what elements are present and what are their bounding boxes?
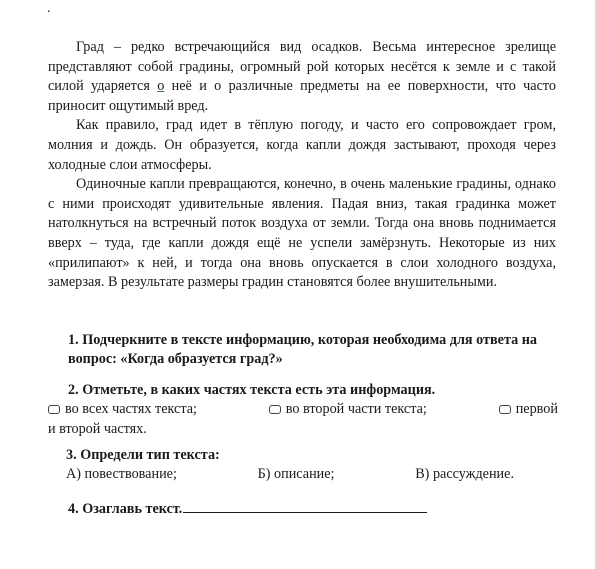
underlined-word: о bbox=[157, 78, 165, 95]
option-label: первой bbox=[515, 401, 558, 418]
task-3-heading: 3. Определи тип текста: bbox=[66, 447, 220, 464]
task-2-options bbox=[48, 400, 558, 419]
option-second-part[interactable] bbox=[269, 400, 427, 419]
stray-mark: . bbox=[47, 1, 51, 16]
checkbox-icon[interactable] bbox=[499, 405, 511, 414]
option-label: во всех частях текста; bbox=[65, 401, 197, 418]
task-1: 1. Подчеркните в тексте информацию, которая необходима для ответа на вопрос: «Когда образуется град?» bbox=[68, 332, 538, 368]
option-label: во второй части текста; bbox=[285, 401, 427, 418]
paragraph-3: Одиночные капли превращаются, конечно, в очень маленькие градины, однако с ними происходят удивительные явления. Падая вниз, такая градинка может натолкнуться на встречный поток воздуха от земли. Тогда она вновь поднимается вверх – туда, где капли дождя ещё не успели замёрзнуть. Некоторые из них «прилипают» к ней, и тогда она вновь опускается в слои холодного воздуха, замерзая. В результате размеры градин становятся более внушительными. bbox=[48, 176, 556, 291]
option-narration[interactable]: А) повествование; bbox=[66, 466, 177, 483]
option-all-parts[interactable] bbox=[48, 400, 197, 419]
checkbox-icon[interactable] bbox=[48, 405, 60, 414]
paragraph-2: Как правило, град идет в тёплую погоду, и часто его сопровождает гром, молния и дождь. Он образуется, когда капли дождя застывают, проходя через холодные слои атмосферы. bbox=[48, 117, 556, 173]
task-2-continuation: и второй частях. bbox=[48, 420, 147, 437]
checkbox-icon[interactable] bbox=[269, 405, 281, 414]
option-description[interactable]: Б) описание; bbox=[257, 466, 335, 483]
tasks bbox=[48, 331, 558, 519]
option-reasoning[interactable]: В) рассуждение. bbox=[415, 466, 514, 483]
paragraph-1-part-b: неё и о различные предметы на ее поверхности, что часто приносит ощутимый вред. bbox=[48, 78, 556, 114]
passage bbox=[48, 38, 556, 293]
task-2 bbox=[48, 381, 558, 439]
task-3-options bbox=[66, 465, 514, 484]
paragraph-1-part-a: Град – редко встречающийся вид осадков. Весьма интересное зрелище представляют собой градины, огромный рой которых несётся к земле и с такой силой ударяется bbox=[48, 39, 556, 95]
task-4 bbox=[48, 497, 558, 519]
task-4-heading: 4. Озаглавь текст. bbox=[68, 500, 183, 517]
title-answer-line[interactable] bbox=[183, 497, 427, 513]
task-3 bbox=[48, 446, 558, 485]
option-first-second[interactable] bbox=[499, 400, 558, 419]
task-2-heading: 2. Отметьте, в каких частях текста есть эта информация. bbox=[68, 381, 436, 398]
paragraph-1 bbox=[48, 38, 556, 116]
